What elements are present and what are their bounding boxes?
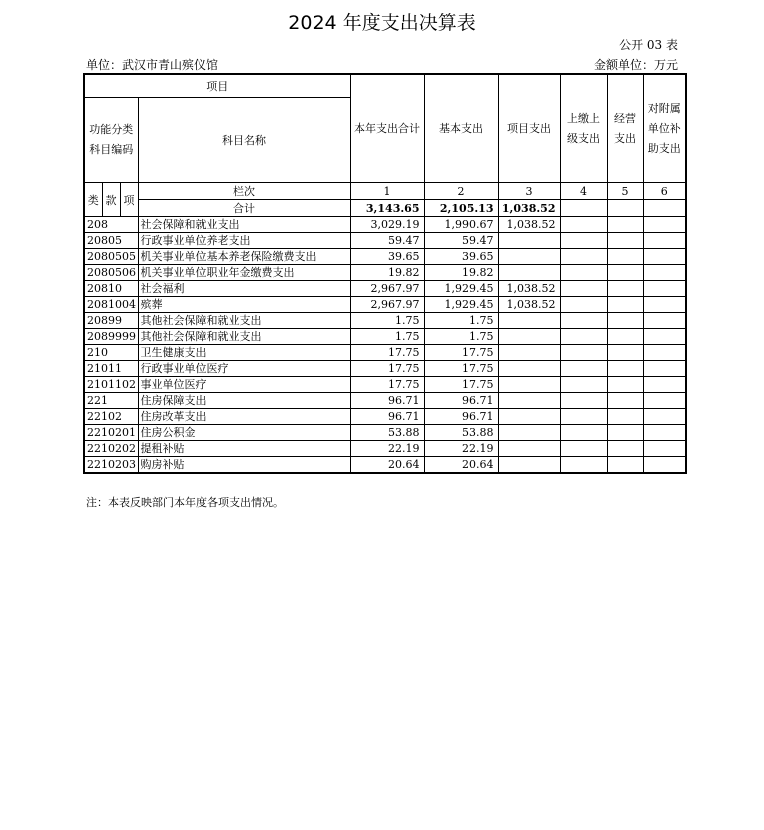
table-row (84, 409, 686, 425)
table-row (84, 313, 686, 329)
row-subject-name: 住房改革支出 (138, 409, 350, 425)
row-upper (560, 281, 607, 297)
row-business (607, 329, 643, 345)
table-row (84, 425, 686, 441)
row-total: 39.65 (350, 249, 424, 265)
row-subsidy (643, 265, 686, 281)
row-basic: 17.75 (424, 345, 498, 361)
row-subsidy (643, 361, 686, 377)
table-row (84, 361, 686, 377)
row-basic: 20.64 (424, 457, 498, 474)
total-upper (560, 200, 607, 217)
row-upper (560, 441, 607, 457)
row-subsidy (643, 345, 686, 361)
row-code: 21011 (84, 361, 138, 377)
row-code: 2080505 (84, 249, 138, 265)
col-number-2: 2 (424, 183, 498, 200)
row-upper (560, 329, 607, 345)
row-business (607, 393, 643, 409)
header-lanci: 栏次 (138, 183, 350, 200)
table-body (84, 217, 686, 474)
row-code: 20899 (84, 313, 138, 329)
row-upper (560, 409, 607, 425)
table-note: 注：本表反映部门本年度各项支出情况。 (86, 496, 284, 509)
row-total: 19.82 (350, 265, 424, 281)
row-total: 3,029.19 (350, 217, 424, 233)
row-subject-name: 提租补贴 (138, 441, 350, 457)
row-subsidy (643, 249, 686, 265)
table-row (84, 345, 686, 361)
row-project (498, 249, 560, 265)
row-code: 2210201 (84, 425, 138, 441)
header-lei: 类 (84, 183, 102, 217)
row-business (607, 425, 643, 441)
row-subsidy (643, 297, 686, 313)
row-project (498, 393, 560, 409)
row-total: 17.75 (350, 345, 424, 361)
row-code: 221 (84, 393, 138, 409)
row-subsidy (643, 329, 686, 345)
row-basic: 1.75 (424, 313, 498, 329)
col-number-3: 3 (498, 183, 560, 200)
row-code: 210 (84, 345, 138, 361)
row-code: 2210203 (84, 457, 138, 474)
row-basic: 1.75 (424, 329, 498, 345)
row-business (607, 281, 643, 297)
row-code: 2080506 (84, 265, 138, 281)
row-business (607, 297, 643, 313)
row-subsidy (643, 281, 686, 297)
row-code: 20805 (84, 233, 138, 249)
row-upper (560, 233, 607, 249)
row-code: 2101102 (84, 377, 138, 393)
row-total: 59.47 (350, 233, 424, 249)
row-subject-name: 住房保障支出 (138, 393, 350, 409)
table-row (84, 329, 686, 345)
row-upper (560, 377, 607, 393)
table-row (84, 393, 686, 409)
row-business (607, 249, 643, 265)
row-subsidy (643, 425, 686, 441)
table-row (84, 217, 686, 233)
row-upper (560, 393, 607, 409)
col-number-1: 1 (350, 183, 424, 200)
row-subject-name: 事业单位医疗 (138, 377, 350, 393)
row-upper (560, 313, 607, 329)
row-subject-name: 购房补贴 (138, 457, 350, 474)
table-row (84, 265, 686, 281)
header-row-1 (84, 74, 686, 98)
row-subsidy (643, 393, 686, 409)
table-row (84, 377, 686, 393)
row-total: 20.64 (350, 457, 424, 474)
table-row (84, 441, 686, 457)
table-row (84, 281, 686, 297)
row-subsidy (643, 313, 686, 329)
header-func-code: 功能分类科目编码 (84, 98, 138, 183)
unit-label: 单位：武汉市青山殡仪馆 (86, 58, 219, 72)
row-business (607, 313, 643, 329)
row-code: 2089999 (84, 329, 138, 345)
row-project (498, 345, 560, 361)
row-code: 2081004 (84, 297, 138, 313)
row-subject-name: 行政事业单位养老支出 (138, 233, 350, 249)
row-code: 22102 (84, 409, 138, 425)
row-project: 1,038.52 (498, 297, 560, 313)
row-total: 2,967.97 (350, 297, 424, 313)
row-upper (560, 425, 607, 441)
row-total: 22.19 (350, 441, 424, 457)
row-subject-name: 机关事业单位基本养老保险缴费支出 (138, 249, 350, 265)
header-kuan: 款 (102, 183, 120, 217)
row-basic: 22.19 (424, 441, 498, 457)
row-basic: 96.71 (424, 409, 498, 425)
row-project (498, 441, 560, 457)
row-project (498, 425, 560, 441)
total-label: 合计 (138, 200, 350, 217)
row-total: 1.75 (350, 329, 424, 345)
total-subsidy (643, 200, 686, 217)
row-project (498, 457, 560, 474)
header-total: 本年支出合计 (350, 74, 424, 183)
total-row (84, 200, 686, 217)
row-business (607, 441, 643, 457)
header-basic: 基本支出 (424, 74, 498, 183)
row-basic: 19.82 (424, 265, 498, 281)
row-subsidy (643, 457, 686, 474)
col-number-4: 4 (560, 183, 607, 200)
row-business (607, 457, 643, 474)
row-upper (560, 297, 607, 313)
page-title: 2024 年度支出决算表 (288, 12, 476, 34)
expenditure-table (83, 73, 687, 474)
table-row (84, 457, 686, 474)
amount-unit-label: 金额单位：万元 (593, 58, 678, 72)
row-project (498, 313, 560, 329)
row-upper (560, 265, 607, 281)
header-item: 项目 (84, 74, 350, 98)
row-subsidy (643, 217, 686, 233)
header-xiang: 项 (120, 183, 138, 217)
col-number-6: 6 (643, 183, 686, 200)
total-value: 3,143.65 (350, 200, 424, 217)
row-total: 1.75 (350, 313, 424, 329)
row-subject-name: 其他社会保障和就业支出 (138, 329, 350, 345)
row-upper (560, 345, 607, 361)
row-subject-name: 卫生健康支出 (138, 345, 350, 361)
row-project (498, 377, 560, 393)
row-business (607, 409, 643, 425)
row-subject-name: 殡葬 (138, 297, 350, 313)
table-number: 公开 03 表 (619, 38, 678, 52)
row-total: 2,967.97 (350, 281, 424, 297)
row-basic: 1,990.67 (424, 217, 498, 233)
row-basic: 1,929.45 (424, 297, 498, 313)
row-total: 17.75 (350, 361, 424, 377)
row-code: 2210202 (84, 441, 138, 457)
header-upper: 上缴上级支出 (560, 74, 607, 183)
row-subsidy (643, 409, 686, 425)
table-row (84, 249, 686, 265)
col-number-5: 5 (607, 183, 643, 200)
row-business (607, 233, 643, 249)
row-project: 1,038.52 (498, 281, 560, 297)
row-project (498, 361, 560, 377)
row-business (607, 217, 643, 233)
row-project (498, 233, 560, 249)
row-subject-name: 机关事业单位职业年金缴费支出 (138, 265, 350, 281)
row-business (607, 361, 643, 377)
total-basic: 2,105.13 (424, 200, 498, 217)
row-basic: 53.88 (424, 425, 498, 441)
total-project: 1,038.52 (498, 200, 560, 217)
row-business (607, 345, 643, 361)
row-subject-name: 社会保障和就业支出 (138, 217, 350, 233)
row-basic: 17.75 (424, 377, 498, 393)
row-business (607, 265, 643, 281)
row-total: 96.71 (350, 409, 424, 425)
row-subject-name: 住房公积金 (138, 425, 350, 441)
row-project: 1,038.52 (498, 217, 560, 233)
row-basic: 59.47 (424, 233, 498, 249)
row-subject-name: 其他社会保障和就业支出 (138, 313, 350, 329)
row-code: 20810 (84, 281, 138, 297)
row-upper (560, 217, 607, 233)
row-subject-name: 社会福利 (138, 281, 350, 297)
row-business (607, 377, 643, 393)
row-basic: 1,929.45 (424, 281, 498, 297)
row-subject-name: 行政事业单位医疗 (138, 361, 350, 377)
row-subsidy (643, 441, 686, 457)
row-basic: 17.75 (424, 361, 498, 377)
row-code: 208 (84, 217, 138, 233)
header-business: 经营支出 (607, 74, 643, 183)
total-business (607, 200, 643, 217)
row-basic: 96.71 (424, 393, 498, 409)
header-row-3 (84, 183, 686, 200)
table-row (84, 233, 686, 249)
row-subsidy (643, 377, 686, 393)
row-basic: 39.65 (424, 249, 498, 265)
row-project (498, 329, 560, 345)
row-upper (560, 249, 607, 265)
row-subsidy (643, 233, 686, 249)
row-project (498, 409, 560, 425)
row-total: 96.71 (350, 393, 424, 409)
row-total: 53.88 (350, 425, 424, 441)
header-subject-name: 科目名称 (138, 98, 350, 183)
row-upper (560, 457, 607, 474)
table-row (84, 297, 686, 313)
row-project (498, 265, 560, 281)
row-upper (560, 361, 607, 377)
header-subsidy: 对附属单位补助支出 (643, 74, 686, 183)
header-project: 项目支出 (498, 74, 560, 183)
row-total: 17.75 (350, 377, 424, 393)
